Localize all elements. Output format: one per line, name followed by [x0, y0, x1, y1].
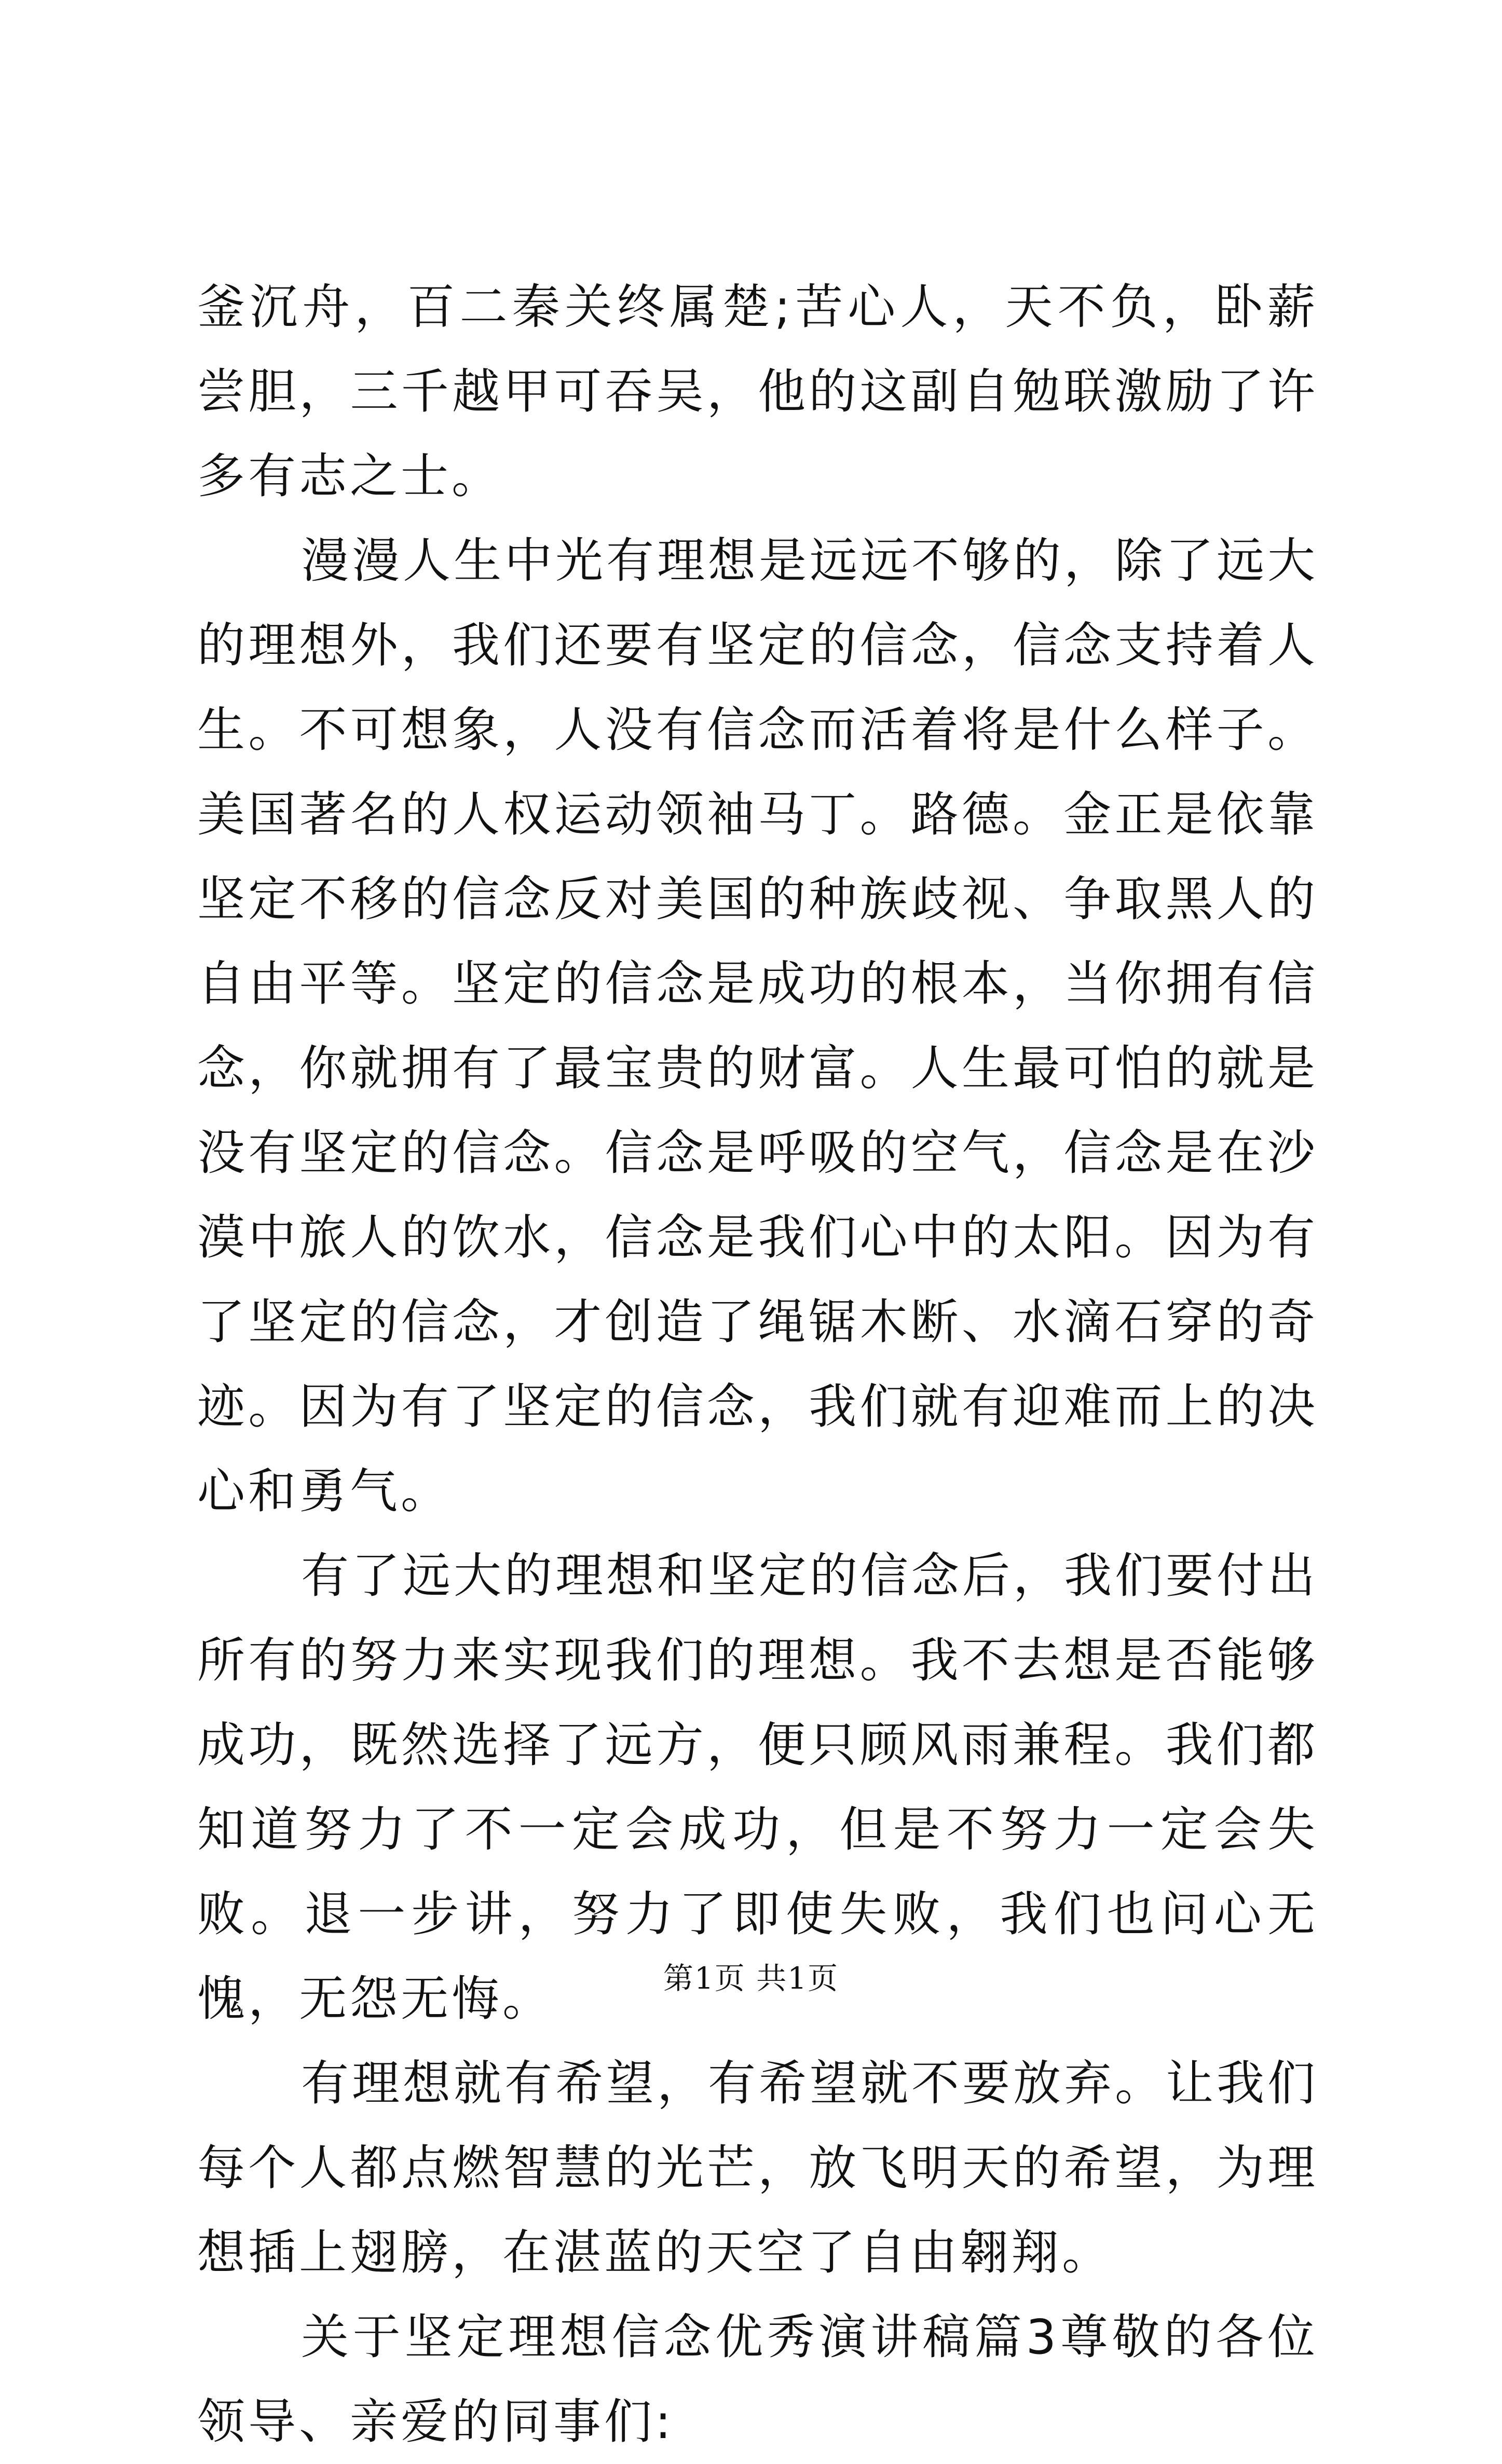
page-footer: 第1页 共1页 [663, 1961, 839, 1996]
paragraph-hope: 有理想就有希望，有希望就不要放弃。让我们每个人都点燃智慧的光芒，放飞明天的希望，为理想插上翅膀，在湛蓝的天空了自由翱翔。 [197, 2056, 1319, 2280]
document-body [197, 265, 1318, 2464]
paragraph-effort: 有了远大的理想和坚定的信念后，我们要付出所有的努力来实现我们的理想。我不去想是否能够成功，既然选择了远方，便只顾风雨兼程。我们都知道努力了不一定会成功，但是不努力一定会失败。退一步讲，努力了即使失败，我们也问心无愧，无怨无悔。 [197, 1548, 1319, 2027]
paragraph-next-speech-title: 关于坚定理想信念优秀演讲稿篇3尊敬的各位领导、亲爱的同事们: [197, 2309, 1318, 2449]
paragraph-belief: 漫漫人生中光有理想是远远不够的，除了远大的理想外，我们还要有坚定的信念，信念支持着人生。不可想象，人没有信念而活着将是什么样子。美国著名的人权运动领袖马丁。路德。金正是依靠坚定不移的信念反对美国的种族歧视、争取黑人的自由平等。坚定的信念是成功的根本，当你拥有信念，你就拥有了最宝贵的财富。人生最可怕的就是没有坚定的信念。信念是呼吸的空气，信念是在沙漠中旅人的饮水，信念是我们心中的太阳。因为有了坚定的信念，才创造了绳锯木断、水滴石穿的奇迹。因为有了坚定的信念，我们就有迎难而上的决心和勇气。 [197, 533, 1319, 1519]
paragraph-continuation: 釜沉舟，百二秦关终属楚;苦心人，天不负，卧薪尝胆，三千越甲可吞吴，他的这副自勉联激励了许多有志之士。 [197, 279, 1318, 504]
